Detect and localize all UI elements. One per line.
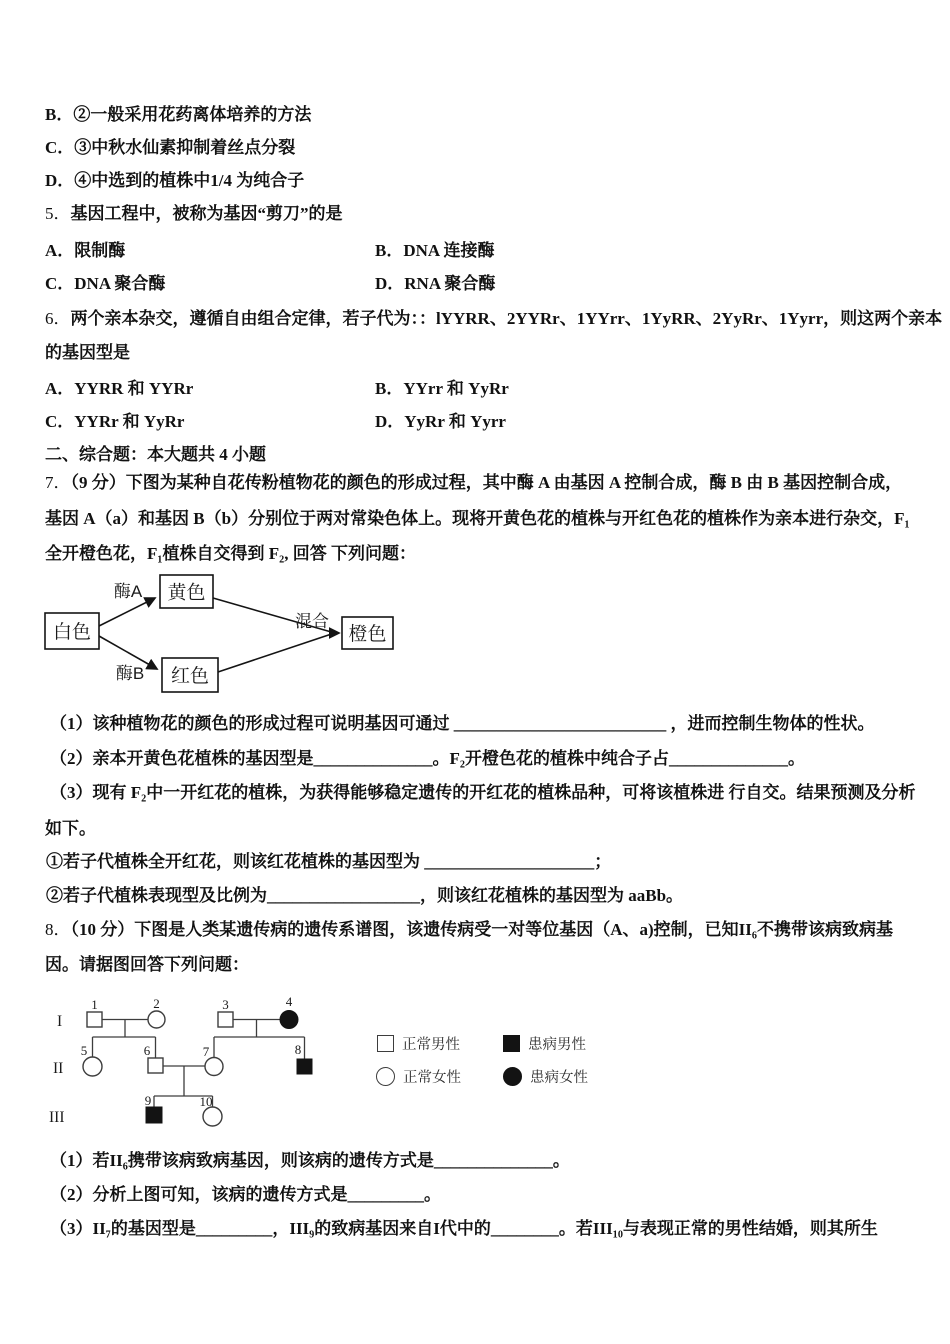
q4-option-d: D．④中选到的植株中1/4 为纯合子 [45, 171, 305, 190]
legend-affected-male [503, 1033, 586, 1054]
q4-option-c: C．③中秋水仙素抑制着丝点分裂 [45, 138, 296, 157]
q6-stem-line1 [45, 308, 942, 329]
q7-sub1: （1）该种植物花的颜色的形成过程可说明基因可通过 _________________________ ，进而控制生物体的性状。 [50, 714, 875, 733]
pedigree-number-1: 1 [91, 997, 98, 1012]
q6-option-a: A．YYRR 和 YYRr [45, 379, 194, 398]
q6-number: 6． [45, 309, 71, 328]
q6-option-c: C．YYRr 和 YyRr [45, 412, 185, 431]
q5-number: 5． [45, 204, 71, 223]
pedigree-number-6: 6 [143, 1043, 151, 1058]
red-flower-label: 红色 [170, 666, 210, 687]
pedigree-connectors [93, 1020, 305, 1108]
pedigree-i2-normal-female [148, 1011, 165, 1028]
q7-sub3-item1: ①若子代植株全开红花，则该红花植株的基因型为 ____________________； [46, 852, 612, 871]
q8-stem-line2: 因。请据图回答下列问题： [45, 955, 249, 974]
pedigree-i1-normal-male [87, 1012, 102, 1027]
pedigree-i4-affected-female [280, 1011, 298, 1029]
pedigree-iii10-normal-female [203, 1107, 222, 1126]
q7-sub3-item2: ②若子代植株表现型及比例为__________________，则该红花植株的基因型为 aaBb。 [46, 886, 684, 905]
legend-affected-female-label: 患病女性 [530, 1070, 588, 1086]
flower-color-pathway-diagram [40, 570, 405, 705]
yellow-flower-label: 黄色 [167, 582, 206, 604]
pedigree-number-4: 4 [285, 994, 293, 1009]
legend-affected-male-label: 患病男性 [528, 1037, 586, 1053]
q5-option-d: D．RNA 聚合酶 [375, 274, 496, 293]
generation-label-3: III [49, 1109, 65, 1126]
q7-sub3-line1: （3）现有 F₂中一开红花的植株，为获得能够稳定遗传的开红花的植株品种，可将该植株进 行自交。结果预测及分析 [50, 783, 916, 802]
q5-stem-text: 基因工程中，被称为基因“剪刀”的是 [70, 204, 343, 223]
q5-option-c: C．DNA 聚合酶 [45, 274, 166, 293]
q6-stem-text1: 两个亲本杂交，遵循自由组合定律，若子代为：：lYYRR、2YYRr、1YYrr、1YyRR、2YyRr、1Yyrr，则这两个亲本 [70, 309, 943, 328]
q5-stem [45, 203, 343, 224]
q6-stem-line2: 的基因型是 [45, 343, 130, 362]
affected-female-symbol [503, 1067, 522, 1086]
affected-male-symbol [503, 1035, 520, 1052]
q6-options-row2 [45, 411, 915, 432]
q8-sub2: （2）分析上图可知，该病的遗传方式是_________。 [50, 1185, 441, 1204]
normal-female-symbol [376, 1067, 395, 1086]
q7-stem-text1: （9 分）下图为某种自花传粉植物花的颜色的形成过程，其中酶 A 由基因 A 控制合成，酶 B 由 B 基因控制合成， [70, 473, 903, 492]
generation-label-1: I [57, 1013, 63, 1030]
legend-affected-female [503, 1066, 588, 1087]
pedigree-iii9-affected-male [146, 1107, 162, 1123]
orange-flower-label: 橙色 [348, 624, 387, 645]
mix-label: 混合 [295, 612, 329, 631]
q8-sub1: （1）若II₆携带该病致病基因，则该病的遗传方式是______________。 [50, 1151, 570, 1170]
q5-option-b: B．DNA 连接酶 [375, 241, 495, 260]
pedigree-number-10: 10 [199, 1094, 213, 1109]
pedigree-number-7: 7 [202, 1044, 210, 1059]
q7-stem-line3: 全开橙色花，F₁植株自交得到 F₂, 回答 下列问题： [45, 544, 416, 563]
q8-stem-line1 [45, 919, 893, 940]
legend-normal-male-label: 正常男性 [402, 1037, 460, 1053]
pedigree-ii7-normal-female [205, 1058, 223, 1076]
pedigree-number-8: 8 [294, 1042, 302, 1057]
normal-male-symbol [377, 1035, 394, 1052]
pedigree-i3-normal-male [218, 1012, 233, 1027]
pedigree-number-5: 5 [80, 1043, 88, 1058]
line-red-to-mix [218, 634, 333, 673]
legend-normal-female-label: 正常女性 [403, 1070, 461, 1086]
white-flower-label: 白色 [52, 622, 92, 643]
pedigree-chart [40, 985, 330, 1137]
legend-normal-female [376, 1066, 461, 1087]
enzyme-a-label: 酶A [113, 582, 143, 601]
q7-stem-line2: 基因 A（a）和基因 B（b）分别位于两对常染色体上。现将开黄色花的植株与开红色花的植株作为亲本进行杂交，F₁ [45, 509, 910, 528]
q7-sub2: （2）亲本开黄色花植株的基因型是______________。F₂开橙色花的植株中纯合子占______________。 [50, 749, 805, 768]
enzyme-b-label: 酶B [115, 664, 145, 683]
generation-label-2: II [53, 1060, 64, 1077]
q6-options-row1 [45, 378, 915, 399]
pedigree-number-9: 9 [144, 1093, 152, 1108]
q4-option-b: B．②一般采用花药离体培养的方法 [45, 105, 312, 124]
q8-sub3: （3）II₇的基因型是_________，III₉的致病基因来自I代中的________。若III₁₀与表现正常的男性结婚，则其所生 [50, 1219, 878, 1238]
legend-normal-male [377, 1033, 460, 1054]
q7-number: 7． [45, 473, 71, 492]
arrow-white-to-yellow [99, 598, 155, 626]
q8-stem-text1: （10 分）下图是人类某遗传病的遗传系谱图，该遗传病受一对等位基因（A、a)控制，已知II₆不携带该病致病基 [70, 920, 894, 939]
pedigree-number-3: 3 [222, 997, 229, 1012]
q7-sub3-line2: 如下。 [45, 819, 96, 838]
pedigree-ii8-affected-male [297, 1059, 312, 1074]
pedigree-ii6-normal-male [148, 1058, 163, 1073]
q5-option-a: A．限制酶 [45, 241, 126, 260]
section2-header: 二、综合题：本大题共 4 小题 [45, 445, 266, 464]
q6-option-b: B．YYrr 和 YyRr [375, 379, 509, 398]
q7-stem-line1 [45, 472, 902, 493]
q8-number: 8． [45, 920, 71, 939]
pedigree-ii5-normal-female [83, 1057, 102, 1076]
q6-option-d: D．YyRr 和 Yyrr [375, 412, 506, 431]
q5-options-row1 [45, 240, 915, 261]
pedigree-number-2: 2 [153, 996, 160, 1011]
q5-options-row2 [45, 273, 915, 294]
